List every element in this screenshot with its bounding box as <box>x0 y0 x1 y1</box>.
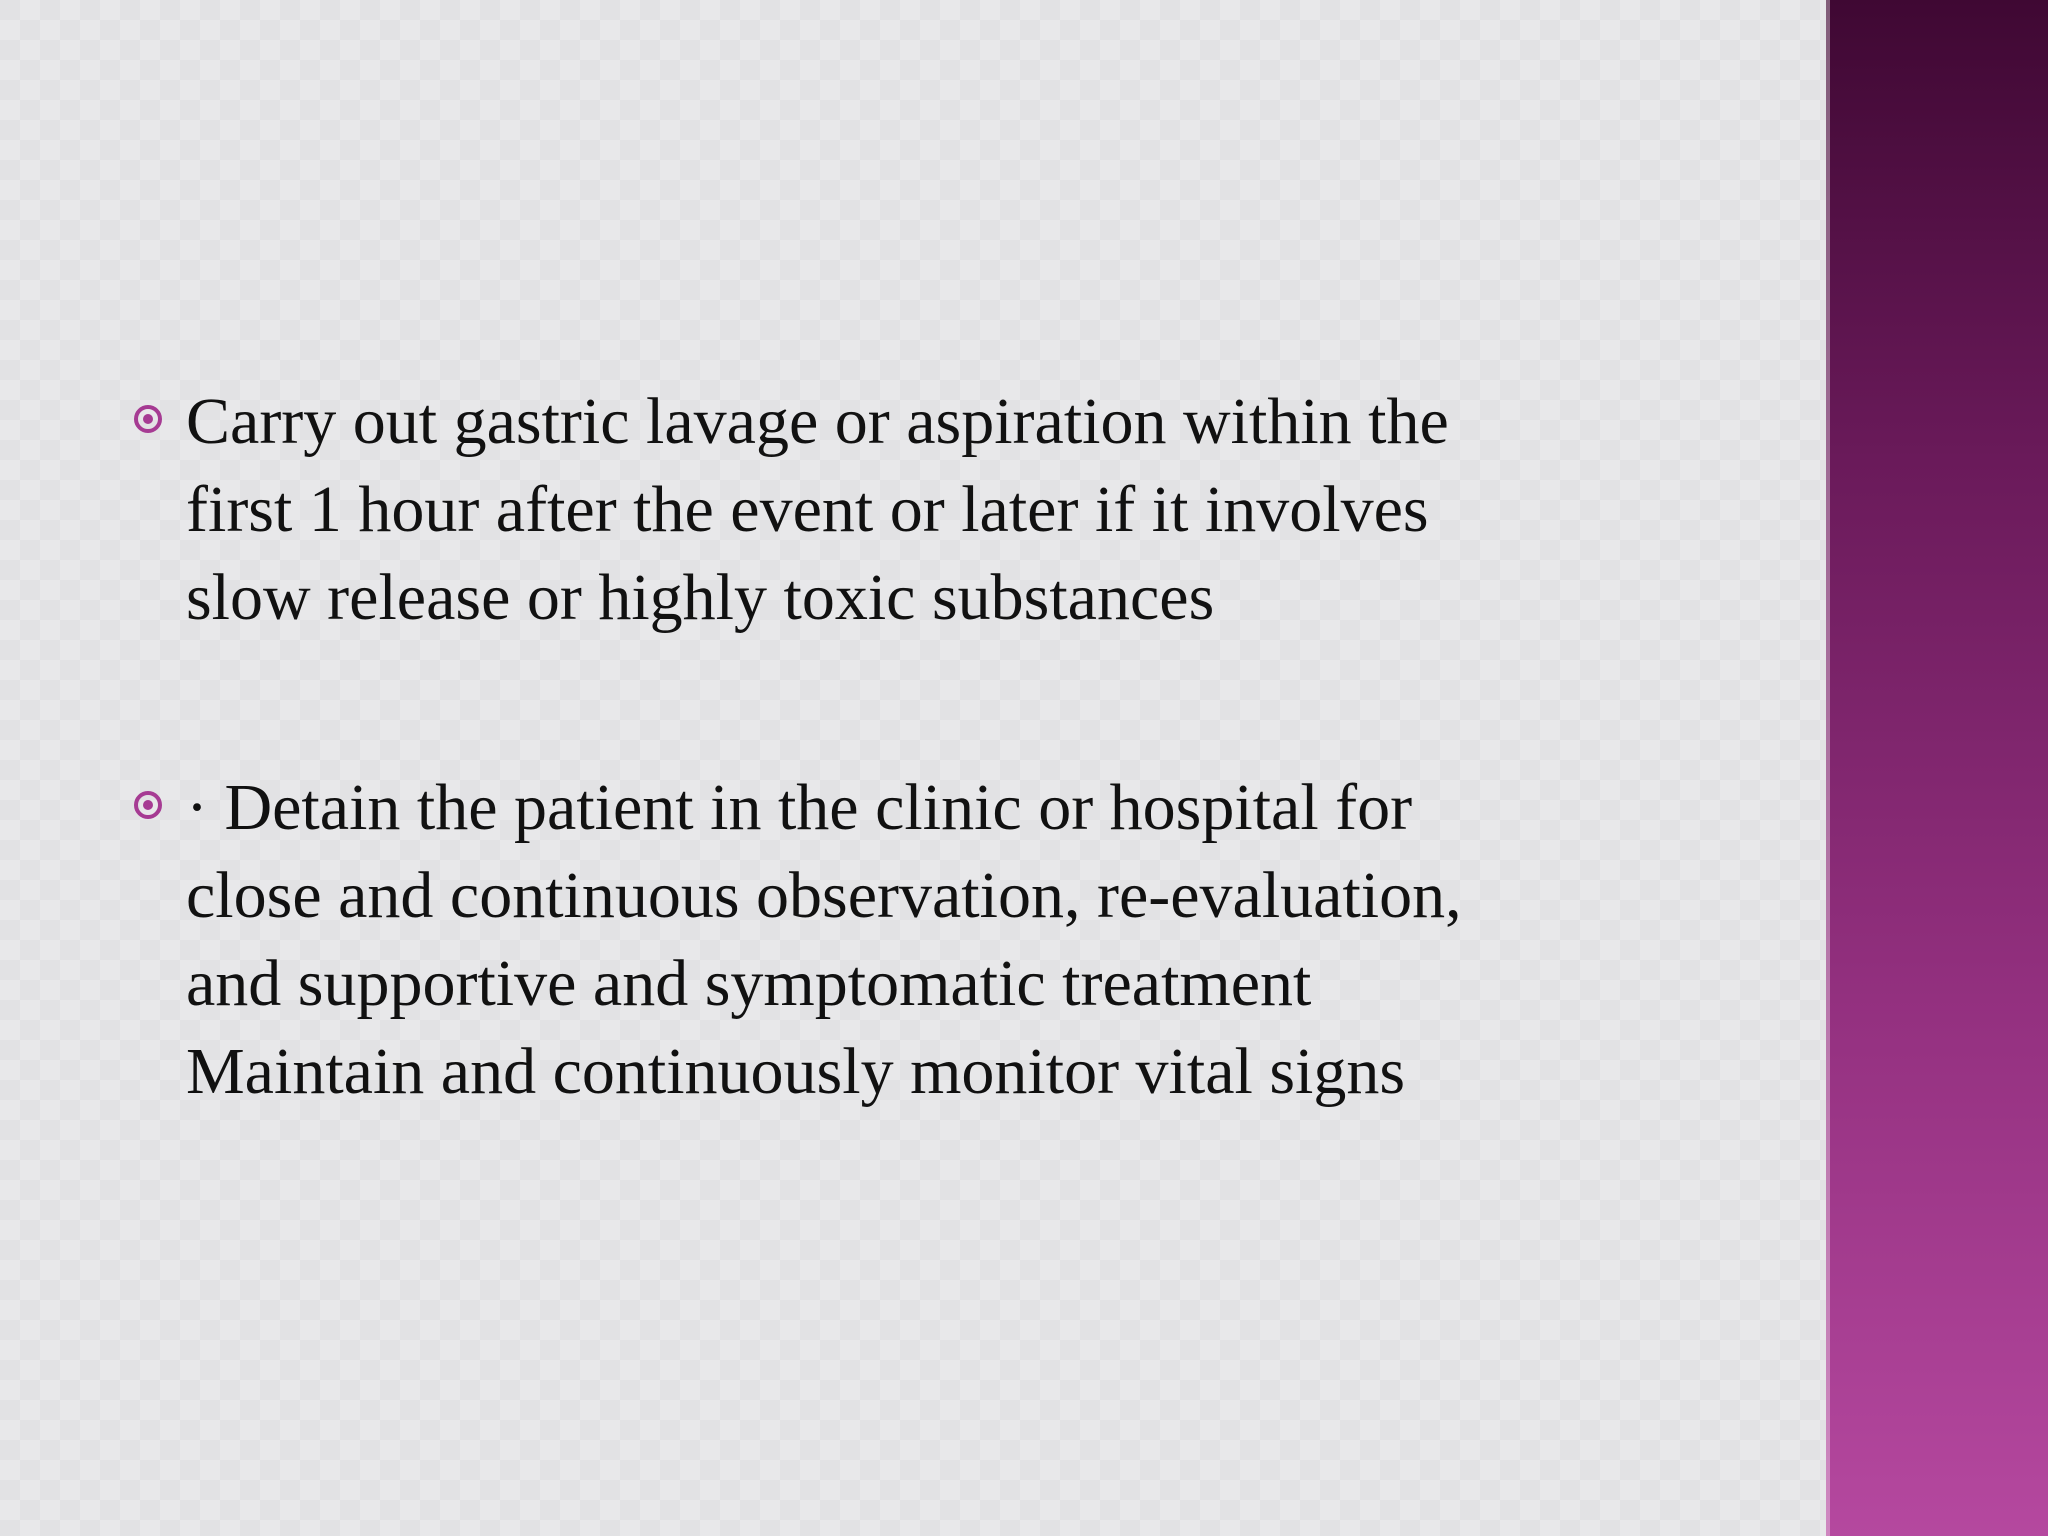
bullet-item-detain-patient <box>134 764 1694 1116</box>
bullet-text-line: and supportive and symptomatic treatment <box>186 947 1312 1020</box>
bullet-text-line: Carry out gastric lavage or aspiration within the <box>186 385 1449 458</box>
bullet-list <box>134 378 1694 1116</box>
target-bullet-icon <box>134 791 162 819</box>
decorative-side-band <box>1826 0 2048 1536</box>
bullet-text-line: first 1 hour after the event or later if it involves <box>186 473 1429 546</box>
bullet-item-gastric-lavage <box>134 378 1694 642</box>
target-bullet-icon <box>134 405 162 433</box>
bullet-text-line: · Detain the patient in the clinic or hospital for <box>186 771 1413 844</box>
bullet-text-line: Maintain and continuously monitor vital signs <box>186 1035 1406 1108</box>
bullet-text-line: slow release or highly toxic substances <box>186 561 1215 634</box>
bullet-text-line: close and continuous observation, re-evaluation, <box>186 859 1462 932</box>
